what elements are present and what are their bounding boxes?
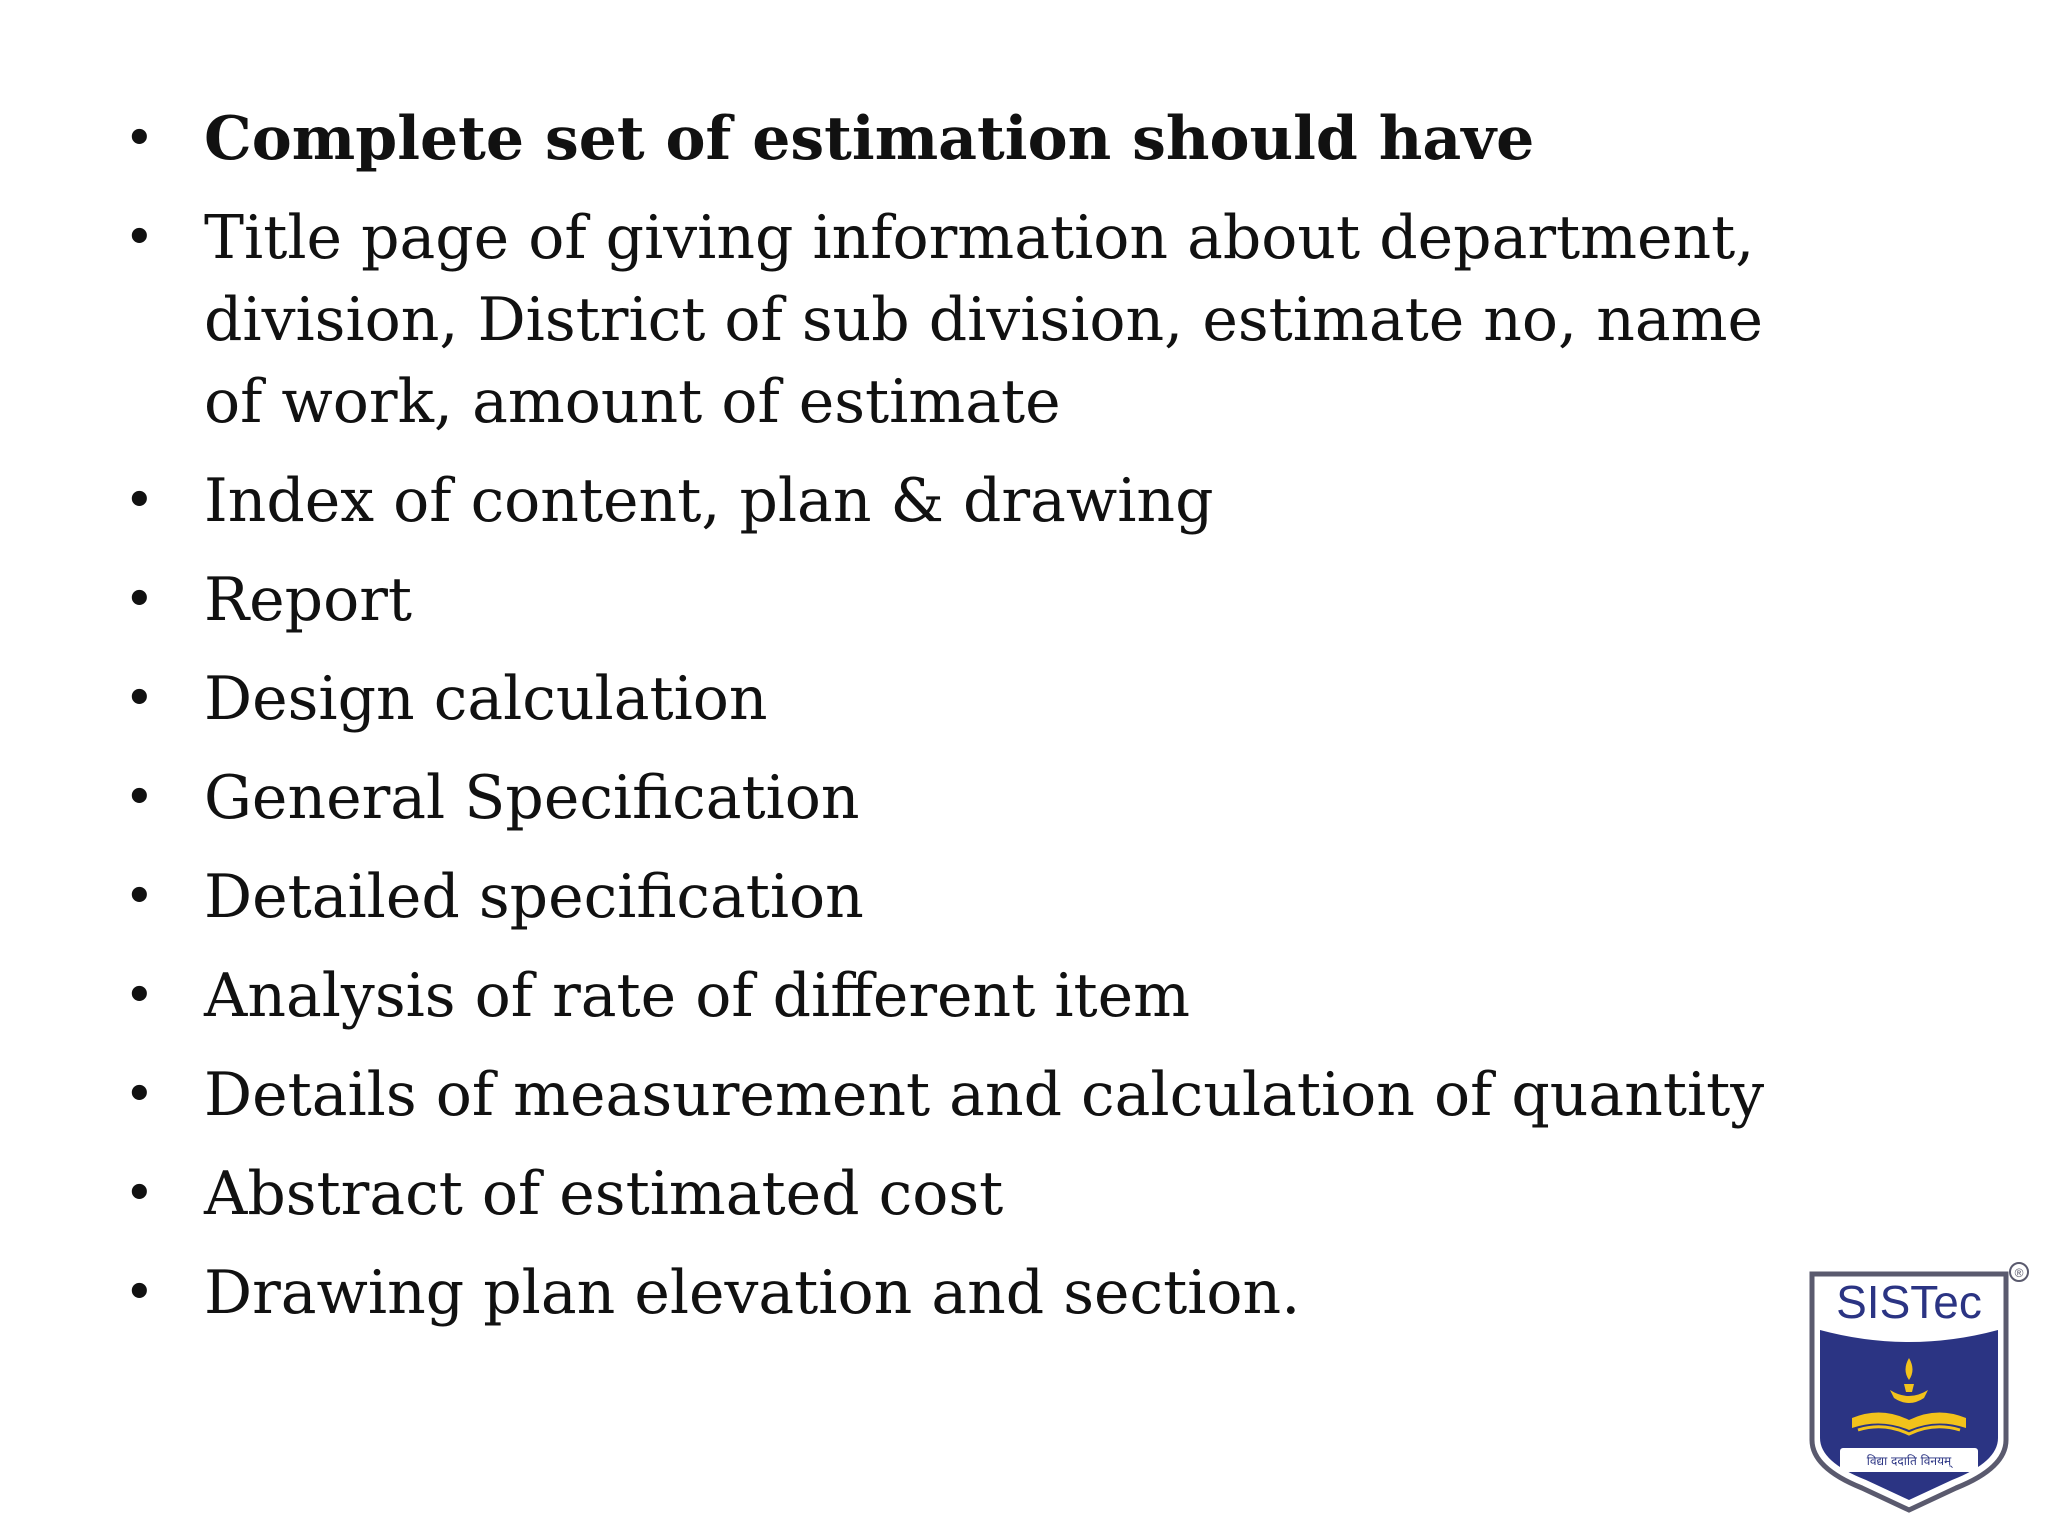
bullet-item — [120, 1153, 1800, 1235]
logo-wordmark: SISTec — [1836, 1276, 1982, 1328]
bullet-dot: • — [124, 669, 155, 729]
svg-text:®: ® — [2014, 1266, 2024, 1280]
bullet-item — [120, 856, 1800, 938]
bullet-text: Index of content, plan & drawing — [204, 466, 1214, 536]
bullet-dot: • — [124, 966, 155, 1026]
bullet-dot: • — [124, 1164, 155, 1224]
bullet-dot: • — [124, 109, 155, 169]
bullet-text: Title page of giving information about department, division, District of sub division, estimate no, name of work, amount of estimate — [204, 203, 1764, 437]
bullet-text: Complete set of estimation should have — [204, 104, 1535, 174]
bullet-item — [120, 1252, 1800, 1334]
bullet-item — [120, 98, 1800, 180]
bullet-list — [120, 98, 1800, 1351]
bullet-item — [120, 197, 1800, 443]
bullet-item — [120, 1054, 1800, 1136]
bullet-dot: • — [124, 867, 155, 927]
bullet-text: Details of measurement and calculation of quantity — [204, 1060, 1765, 1130]
bullet-text: Abstract of estimated cost — [204, 1159, 1004, 1229]
bullet-item — [120, 559, 1800, 641]
bullet-dot: • — [124, 208, 155, 268]
bullet-item — [120, 757, 1800, 839]
bullet-item — [120, 658, 1800, 740]
bullet-text: Drawing plan elevation and section. — [204, 1258, 1301, 1328]
sistec-logo — [1806, 1262, 2030, 1516]
bullet-dot: • — [124, 471, 155, 531]
bullet-dot: • — [124, 570, 155, 630]
bullet-item — [120, 955, 1800, 1037]
bullet-text: Design calculation — [204, 664, 768, 734]
bullet-text: General Specification — [204, 763, 860, 833]
bullet-dot: • — [124, 768, 155, 828]
bullet-text: Detailed specification — [204, 862, 864, 932]
bullet-item — [120, 460, 1800, 542]
motto-text: विद्या ददाति विनयम् — [1866, 1454, 1952, 1468]
bullet-text: Report — [204, 565, 413, 635]
bullet-dot: • — [124, 1263, 155, 1323]
bullet-text: Analysis of rate of different item — [204, 961, 1191, 1031]
bullet-dot: • — [124, 1065, 155, 1125]
